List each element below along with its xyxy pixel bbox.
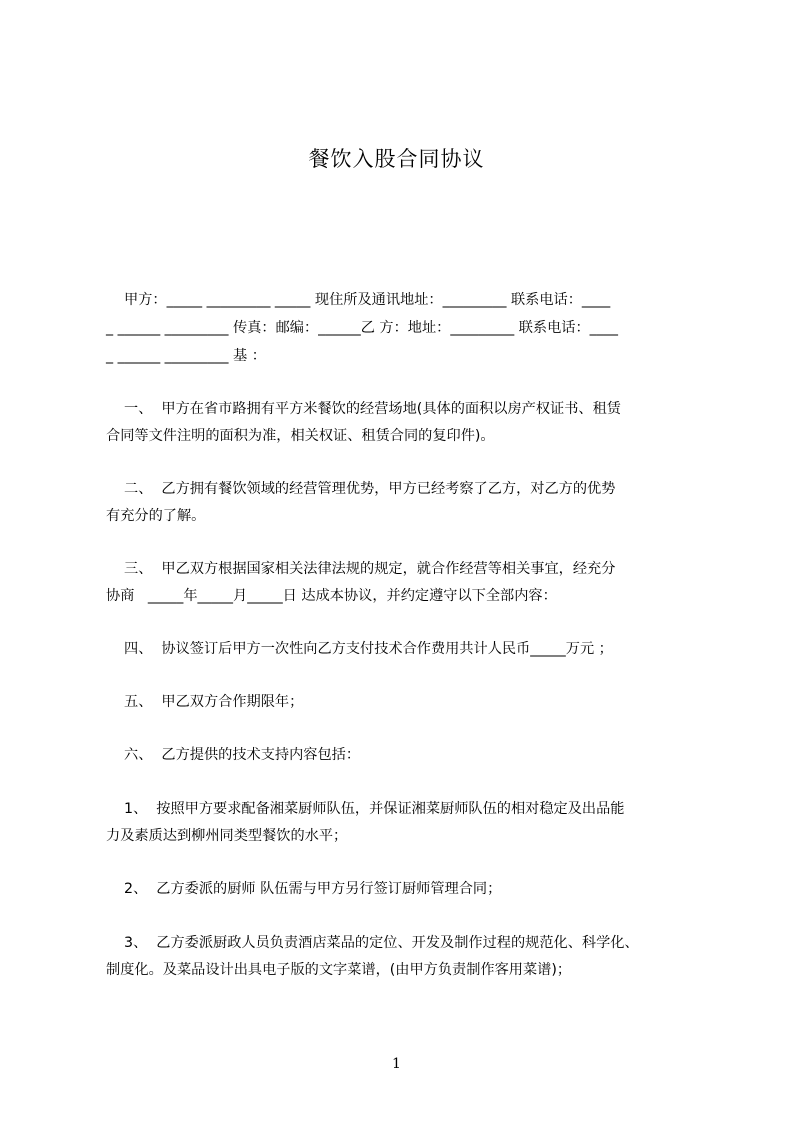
clause-2-line: 二、 乙方拥有餐饮领域的经营管理优势，甲方已经考察了乙方，对乙方的优势 bbox=[106, 481, 616, 497]
clause-1-line: 合同等文件注明的面积为准，相关权证、租赁合同的复印件)。 bbox=[106, 428, 495, 444]
clause-2-line: 有充分的了解。 bbox=[106, 508, 206, 524]
subclause-3-line: 3、 乙方委派厨政人员负责酒店菜品的定位、开发及制作过程的规范化、科学化、 bbox=[106, 935, 639, 951]
parties-line: _ ______ _________ 传真：邮编：______乙 方：地址：_________ 联系电话：____ bbox=[106, 320, 619, 336]
subclause-3-line: 制度化。及菜品设计出具电子版的文字菜谱，(由甲方负责制作客用菜谱)； bbox=[106, 962, 572, 978]
page-number: 1 bbox=[392, 1056, 401, 1072]
clause-3-line: 三、 甲乙双方根据国家相关法律法规的规定，就合作经营等相关事宜，经充分 bbox=[106, 561, 616, 577]
parties-line: 甲方：_____ _________ _____ 现住所及通讯地址：_________ 联系电话：____ bbox=[106, 292, 611, 308]
subclause-1-line: 1、 按照甲方要求配备湘菜厨师队伍，并保证湘菜厨师队伍的相对稳定及出品能 bbox=[106, 801, 625, 817]
clause-1-line: 一、 甲方在省市路拥有平方米餐饮的经营场地(具体的面积以房产权证书、租赁 bbox=[106, 401, 621, 417]
parties-line: _ ______ _________ 基 ： bbox=[106, 348, 266, 364]
document-title: 餐饮入股合同协议 bbox=[308, 147, 485, 171]
subclause-2-line: 2、 乙方委派的厨师 队伍需与甲方另行签订厨师管理合同； bbox=[106, 881, 502, 897]
subclause-1-line: 力及素质达到柳州同类型餐饮的水平； bbox=[106, 828, 348, 844]
clause-5-line: 五、 甲乙双方合作期限年； bbox=[106, 694, 304, 710]
clause-6-line: 六、 乙方提供的技术支持内容包括： bbox=[106, 747, 361, 763]
clause-3-line: 协商 _____年_____月_____日 达成本协议，并约定遵守以下全部内容： bbox=[106, 588, 557, 604]
clause-4-line: 四、 协议签订后甲方一次性向乙方支付技术合作费用共计人民币_____万元 ； bbox=[106, 641, 613, 657]
